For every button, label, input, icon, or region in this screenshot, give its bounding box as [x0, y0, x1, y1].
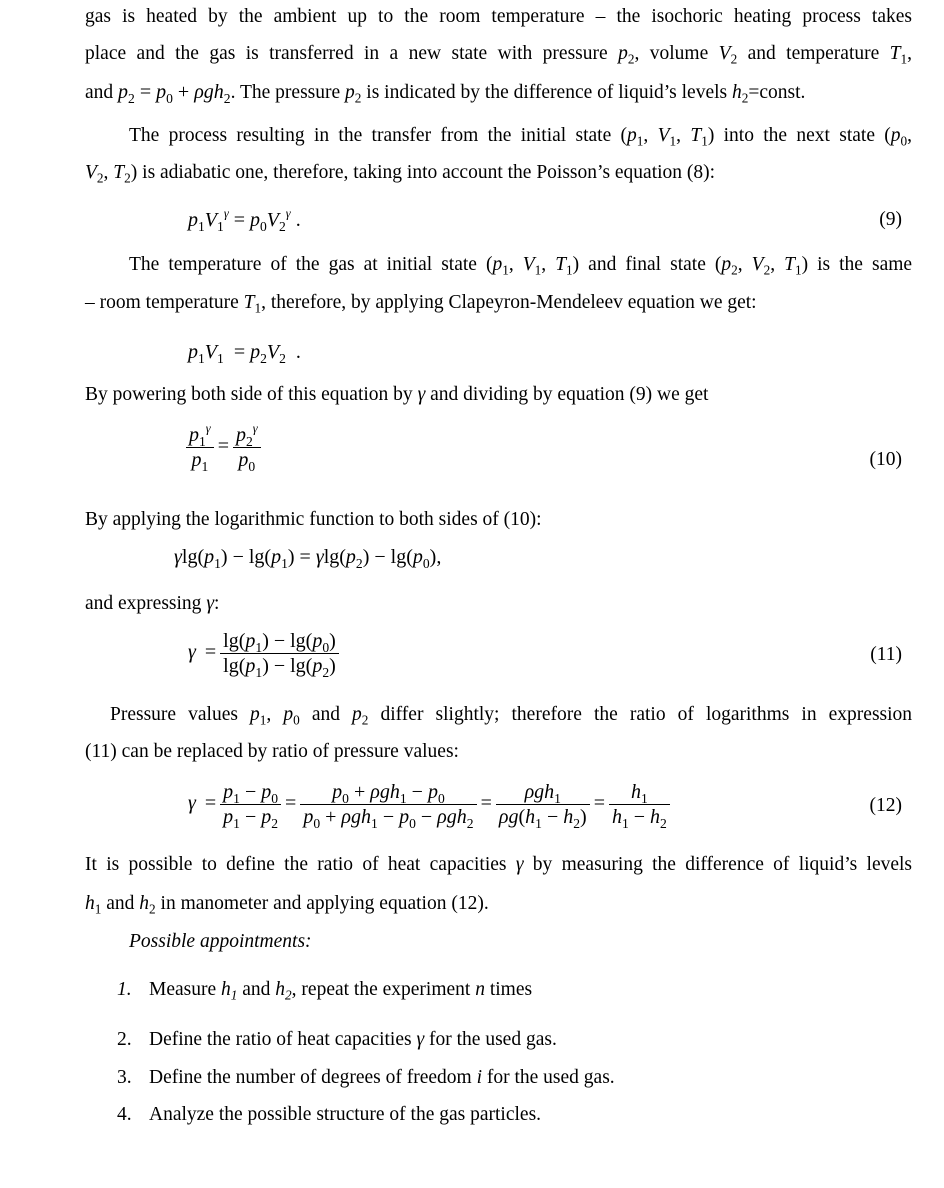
equation-number: (12) — [869, 795, 902, 816]
list-item: 2. Define the ratio of heat capacities γ for the used gas. — [117, 1029, 557, 1050]
equation-11: γ = $\frac{\lg(p_1) - \lg(p_0)}{\lg(p_1) - \lg(p_2)}$ — [188, 630, 339, 677]
text-line: gas is heated by the ambient up to the room temperature – the isochoric heating process takes — [85, 6, 912, 27]
text-line: The temperature of the gas at initial state ($p_1$, $V_1$, $T_1$) and final state ($p_2$, $V_2$, $T_1$) is the same — [129, 254, 913, 278]
equation-10: $\frac{p_1^\gamma}{p_1}$ = $\frac{p_2^\gamma}{p_0}$ — [186, 424, 261, 471]
equation-number: (10) — [869, 449, 902, 470]
appointments-heading: Possible appointments: — [129, 931, 312, 952]
equation-12: γ = $\frac{p_1 - p_0}{p_1 - p_2}$ = $\frac{p_0 + \rho gh_1 - p_0}{p_0 + \rho gh_1 - p_0 - \rho gh_2}$ = $\frac{\rho gh_1}{\rho g(h_1 - h_2)}$ = $\frac{h_1}{h_1 - h_2}$ — [188, 781, 670, 828]
list-item: 4. Analyze the possible structure of the gas particles. — [117, 1104, 542, 1125]
text-line: place and the gas is transferred in a new state with pressure $p_2$, volume $V_2$ and temperature $T_1$, — [85, 43, 913, 67]
log-equation: $\gamma\lg(p_1) - \lg(p_1) = \gamma\lg(p_2) - \lg(p_0)$, — [174, 546, 442, 571]
text-line: – room temperature $T_1$, therefore, by applying Clapeyron-Mendeleev equation we get: — [85, 292, 757, 316]
text-line: By powering both side of this equation by γ and dividing by equation (9) we get — [85, 384, 709, 405]
text-line: and $p_2 = p_0 + \rho gh_2$. The pressure $p_2$ is indicated by the difference of liquid’s levels $h_2=const$. — [85, 81, 806, 106]
clapeyron-equation: $p_1V_1 = p_2V_2$ . — [188, 341, 301, 366]
text-line: $V_2$, $T_2$) is adiabatic one, therefore, taking into account the Poisson’s equation (8): — [85, 162, 716, 186]
text-line: $h_1$ and $h_2$ in manometer and applying equation (12). — [85, 893, 489, 917]
text-line: Pressure values $p_1$, $p_0$ and $p_2$ differ slightly; therefore the ratio of logarithms in expression — [110, 704, 913, 728]
text-line: The process resulting in the transfer from the initial state ($p_1$, $V_1$, $T_1$) into the next state ($p_0$, — [129, 125, 913, 149]
list-item: 1. Measure $h_1$ and $h_2$, repeat the experiment n times — [117, 979, 533, 1003]
equation-number: (9) — [879, 209, 902, 230]
equation-9: $p_1V_1^\gamma = p_0V_2^\gamma$ . — [188, 206, 301, 234]
equation-number: (11) — [870, 644, 902, 665]
list-item: 3. Define the number of degrees of freedom i for the used gas. — [117, 1067, 615, 1088]
text-line: and expressing γ: — [85, 593, 220, 614]
text-line: By applying the logarithmic function to both sides of (10): — [85, 509, 542, 530]
text-line: (11) can be replaced by ratio of pressure values: — [85, 741, 459, 762]
text-line: It is possible to define the ratio of heat capacities γ by measuring the difference of liquid’s levels — [85, 854, 913, 875]
